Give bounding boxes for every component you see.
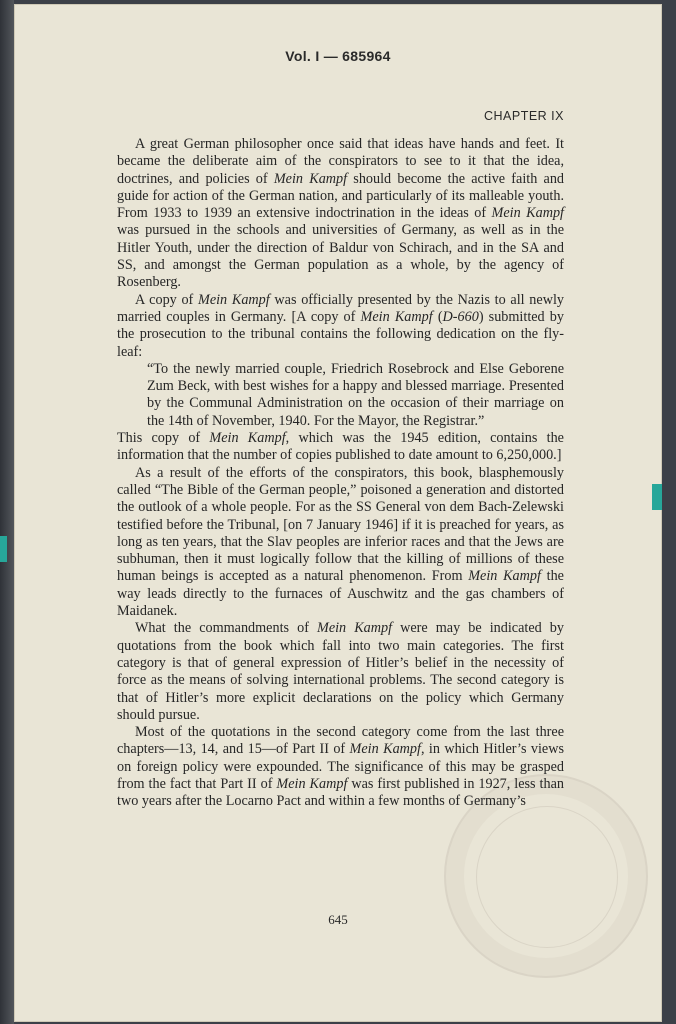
paragraph: A copy of Mein Kampf was officially presented by the Nazis to all newly married couples in Germany. [A copy of Mein Kampf (D-660) submitted by the prosecution to the tribunal contains the following dedication on the fly-leaf: [117, 291, 564, 360]
page-number: 645 [328, 912, 348, 927]
document-page [14, 4, 662, 1022]
paragraph: Most of the quotations in the second category come from the last three chapters—13, 14, and 15—of Part II of Mein Kampf, in which Hitler’s views on foreign policy were expounded. The significance of this may be grasped from the fact that Part II of Mein Kampf was first published in 1927, less than two years after the Locarno Pact and within a few months of Germany’s [117, 724, 564, 810]
paragraph: As a result of the efforts of the conspirators, this book, blasphemously called “The Bible of the German people,” poisoned a generation and distorted the outlook of a whole people. For as the SS General von dem Bach-Zelewski testified before the Tribunal, [on 7 January 1946] if it is preached for years, as long as ten years, that the Slav peoples are inferior races and that the Jews are subhuman, then it must logically follow that the killing of millions of these human beings is accepted as a natural phenomenon. From Mein Kampf the way leads directly to the furnaces of Auschwitz and the gas chambers of Maidanek. [117, 464, 564, 620]
chapter-heading: CHAPTER IX [483, 109, 564, 123]
volume-header: Vol. I — 685964 [285, 48, 391, 64]
dedication-quote: “To the newly married couple, Friedrich Rosebrock and Else Geborene Zum Beck, with best wishes for a happy and blessed marriage. Presented by the Communal Administration on the occasion of their marriage on the 14th of November, 1940. For the Mayor, the Registrar.” [147, 360, 564, 429]
right-tab-marker [652, 484, 662, 510]
scan-left-edge [0, 0, 14, 1024]
paragraph: This copy of Mein Kampf, which was the 1945 edition, contains the information that the number of copies published to date amount to 6,250,000.] [117, 430, 564, 464]
body-text [117, 136, 564, 811]
paragraph: What the commandments of Mein Kampf were may be indicated by quotations from the book which fall into two main categories. The first category is that of general expression of Hitler’s belief in the necessity of force as the means of solving international problems. The second category is that of Hitler’s more explicit declarations on the policy which Germany should pursue. [117, 620, 564, 723]
left-tab-marker [0, 536, 7, 562]
paragraph: A great German philosopher once said that ideas have hands and feet. It became the deliberate aim of the conspirators to see to it that the idea, doctrines, and policies of Mein Kampf should become the active faith and guide for action of the German nation, and particularly of its malleable youth. From 1933 to 1939 an extensive indoctrination in the ideas of Mein Kampf was pursued in the schools and universities of Germany, as well as in the Hitler Youth, under the direction of Baldur von Schirach, and in the SA and SS, and amongst the German population as a whole, by the agency of Rosenberg. [117, 136, 565, 291]
